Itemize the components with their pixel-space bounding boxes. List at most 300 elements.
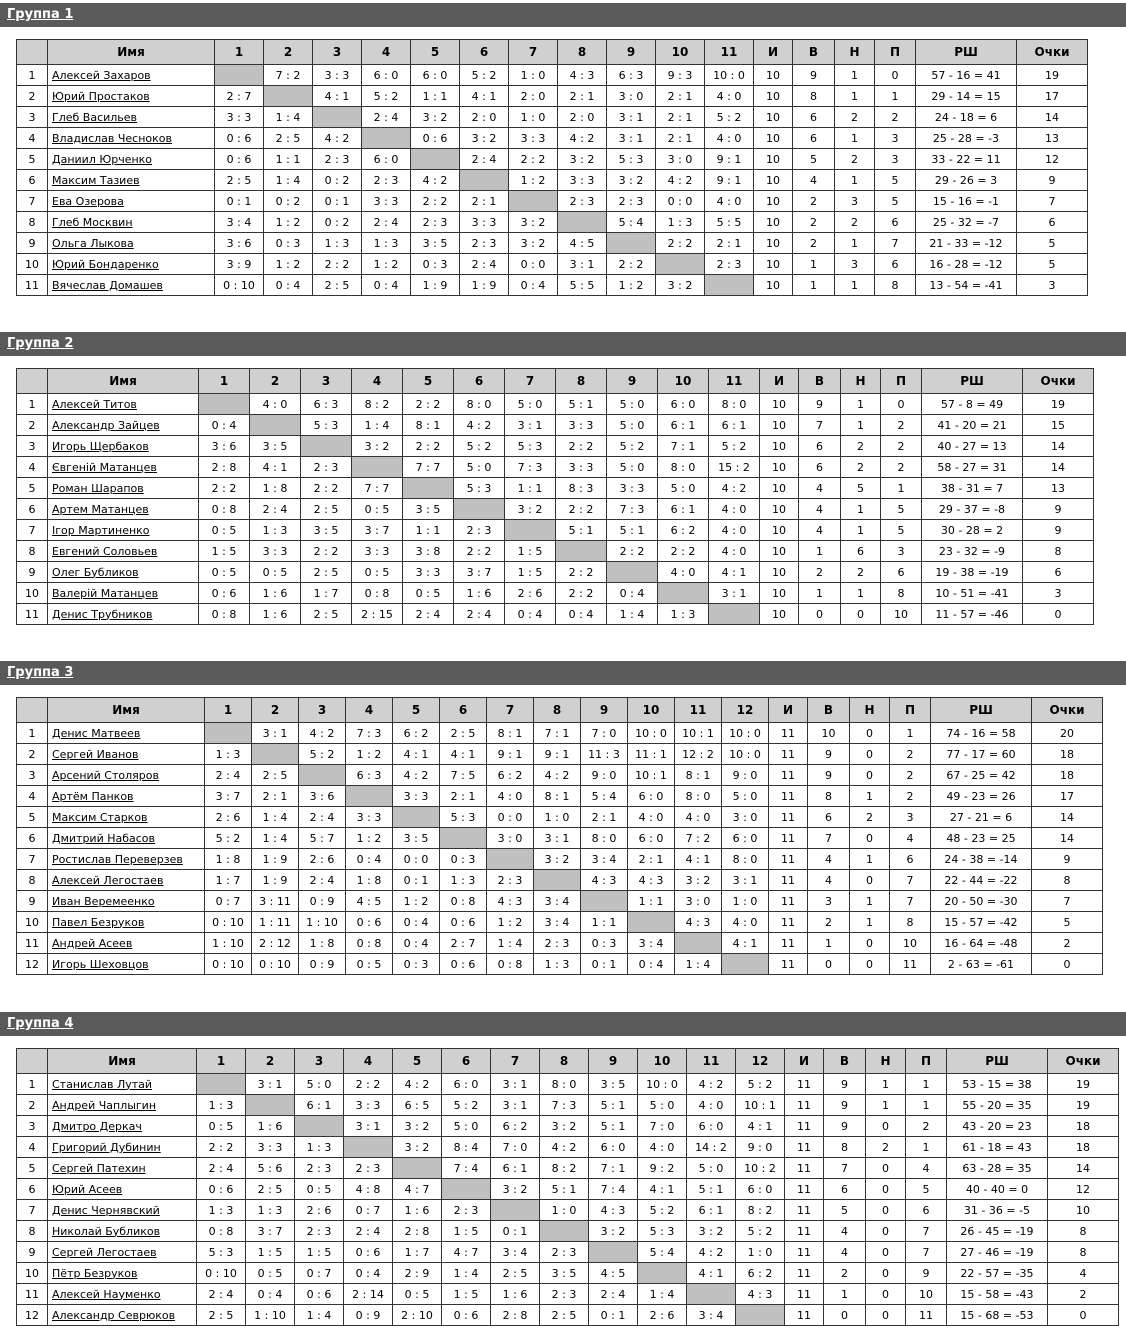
match-score-cell: 6 : 1 [658,415,709,436]
table-row [17,1242,1119,1263]
header-d: Н [850,698,890,723]
player-name-cell [48,933,205,954]
match-score-cell: 3 : 1 [505,415,556,436]
points-cell: 5 [1032,912,1103,933]
rank-cell: 1 [17,1074,48,1095]
match-score-cell: 7 : 3 [346,723,393,744]
match-score-cell: 1 : 4 [264,170,313,191]
match-score-cell: 1 : 1 [581,912,628,933]
self-match-cell [197,1074,246,1095]
match-score-cell: 0 : 5 [352,562,403,583]
header-l: П [875,40,916,65]
match-score-cell: 0 : 3 [440,849,487,870]
player-name-link[interactable]: Денис Трубников [52,607,153,621]
match-score-cell: 1 : 6 [454,583,505,604]
match-score-cell: 1 : 0 [534,807,581,828]
match-score-cell: 1 : 4 [675,954,722,975]
self-match-cell [246,1095,295,1116]
match-score-cell: 2 : 7 [440,933,487,954]
player-name-link[interactable]: Алексей Легостаев [52,873,164,887]
self-match-cell [393,807,440,828]
rank-cell: 10 [17,254,48,275]
goal-diff-cell: 58 - 27 = 31 [922,457,1023,478]
match-score-cell: 5 : 2 [709,436,760,457]
table-row [17,954,1103,975]
match-score-cell: 3 : 0 [656,149,705,170]
header-l: П [881,369,922,394]
player-name-cell [48,891,205,912]
header-pts: Очки [1017,40,1088,65]
match-score-cell: 2 : 3 [295,1221,344,1242]
goal-diff-cell: 10 - 51 = -41 [922,583,1023,604]
match-score-cell: 2 : 5 [540,1305,589,1326]
match-score-cell: 1 : 4 [442,1263,491,1284]
header-opponent-11: 11 [705,40,754,65]
match-score-cell: 1 : 8 [346,870,393,891]
rank-cell: 6 [17,828,48,849]
table-row [17,765,1103,786]
header-opponent-3: 3 [299,698,346,723]
player-name-link[interactable]: Глеб Васильев [52,110,138,124]
rank-cell: 8 [17,541,48,562]
games-cell: 11 [769,891,808,912]
player-name-link[interactable]: Євгеній Матанцев [52,460,157,474]
player-name-link[interactable]: Ольга Лыкова [52,236,134,250]
player-name-link[interactable]: Алексей Захаров [52,68,151,82]
player-name-link[interactable]: Григорий Дубинин [52,1140,161,1154]
table-row [17,499,1094,520]
match-score-cell: 1 : 6 [393,1200,442,1221]
match-score-cell: 12 : 2 [675,744,722,765]
points-cell: 8 [1048,1242,1119,1263]
match-score-cell: 4 : 3 [736,1284,785,1305]
match-score-cell: 5 : 5 [705,212,754,233]
match-score-cell: 1 : 2 [607,275,656,296]
goal-diff-cell: 15 - 68 = -53 [947,1305,1048,1326]
self-match-cell [362,128,411,149]
match-score-cell: 3 : 2 [393,1116,442,1137]
match-score-cell: 1 : 0 [540,1200,589,1221]
wins-cell: 10 [808,723,850,744]
points-cell: 4 [1048,1263,1119,1284]
match-score-cell: 2 : 4 [589,1284,638,1305]
games-cell: 11 [785,1284,824,1305]
points-cell: 9 [1023,520,1094,541]
table-row [17,212,1088,233]
header-opponent-8: 8 [540,1049,589,1074]
goal-diff-cell: 67 - 25 = 42 [931,765,1032,786]
match-score-cell: 4 : 1 [440,744,487,765]
games-cell: 11 [769,954,808,975]
wins-cell: 1 [799,541,841,562]
losses-cell: 8 [875,275,916,296]
match-score-cell: 2 : 6 [638,1305,687,1326]
group-title-link[interactable]: Группа 2 [7,336,74,351]
losses-cell: 3 [890,807,931,828]
table-row [17,583,1094,604]
match-score-cell: 3 : 1 [709,583,760,604]
match-score-cell: 3 : 5 [393,828,440,849]
match-score-cell: 4 : 1 [393,744,440,765]
match-score-cell: 0 : 6 [197,1179,246,1200]
rank-cell: 7 [17,1200,48,1221]
match-score-cell: 0 : 9 [344,1305,393,1326]
match-score-cell: 0 : 7 [205,891,252,912]
player-name-link[interactable]: Станислав Лутай [52,1077,153,1091]
table-row [17,275,1088,296]
match-score-cell: 4 : 2 [534,765,581,786]
match-score-cell: 2 : 2 [197,1137,246,1158]
player-name-link[interactable]: Ростислав Переверзев [52,852,183,866]
match-score-cell: 7 : 3 [505,457,556,478]
match-score-cell: 1 : 2 [346,744,393,765]
match-score-cell: 3 : 1 [607,107,656,128]
losses-cell: 2 [906,1116,947,1137]
match-score-cell: 5 : 0 [658,478,709,499]
wins-cell: 0 [808,954,850,975]
group-title-link[interactable]: Группа 3 [7,665,74,680]
wins-cell: 4 [799,520,841,541]
match-score-cell: 2 : 3 [411,212,460,233]
points-cell: 14 [1032,828,1103,849]
self-match-cell [313,107,362,128]
match-score-cell: 5 : 0 [607,415,658,436]
player-name-link[interactable]: Игорь Шеховцов [52,957,149,971]
rank-cell: 11 [17,1284,48,1305]
match-score-cell: 2 : 4 [403,604,454,625]
player-name-link[interactable]: Дмитро Деркач [52,1119,142,1133]
player-name-link[interactable]: Сергей Легостаев [52,1245,157,1259]
match-score-cell: 4 : 0 [658,562,709,583]
header-opponent-11: 11 [687,1049,736,1074]
match-score-cell: 0 : 1 [491,1221,540,1242]
standings-table [16,1048,1119,1326]
player-name-link[interactable]: Пётр Безруков [52,1266,138,1280]
player-name-cell [48,1137,197,1158]
match-score-cell: 7 : 7 [403,457,454,478]
wins-cell: 9 [824,1095,866,1116]
player-name-link[interactable]: Евгений Соловьев [52,544,158,558]
match-score-cell: 3 : 0 [487,828,534,849]
match-score-cell: 3 : 4 [628,933,675,954]
player-name-cell [48,65,215,86]
games-cell: 10 [754,212,793,233]
points-cell: 13 [1023,478,1094,499]
match-score-cell: 1 : 2 [487,912,534,933]
points-cell: 8 [1048,1221,1119,1242]
draws-cell: 2 [841,436,881,457]
match-score-cell: 0 : 8 [199,499,250,520]
match-score-cell: 2 : 2 [658,541,709,562]
match-score-cell: 2 : 2 [199,478,250,499]
match-score-cell: 6 : 1 [491,1158,540,1179]
table-row [17,562,1094,583]
player-name-cell [48,912,205,933]
match-score-cell: 3 : 2 [505,499,556,520]
games-cell: 11 [785,1116,824,1137]
header-diff: РШ [931,698,1032,723]
self-match-cell [638,1263,687,1284]
player-name-link[interactable]: Алексей Титов [52,397,137,411]
match-score-cell: 2 : 2 [607,254,656,275]
player-name-link[interactable]: Владислав Чесноков [52,131,173,145]
draws-cell: 1 [841,415,881,436]
match-score-cell: 2 : 5 [301,562,352,583]
self-match-cell [509,191,558,212]
match-score-cell: 1 : 1 [403,520,454,541]
table-row [17,436,1094,457]
losses-cell: 5 [881,499,922,520]
player-name-link[interactable]: Артем Матанцев [52,502,149,516]
match-score-cell: 4 : 5 [558,233,607,254]
match-score-cell: 10 : 2 [736,1158,785,1179]
match-score-cell: 8 : 0 [581,828,628,849]
player-name-link[interactable]: Николай Бубликов [52,1224,161,1238]
losses-cell: 5 [875,191,916,212]
player-name-link[interactable]: Александр Севрюков [52,1308,176,1322]
match-score-cell: 6 : 0 [628,828,675,849]
match-score-cell: 5 : 2 [736,1074,785,1095]
match-score-cell: 2 : 1 [252,786,299,807]
self-match-cell [440,828,487,849]
self-match-cell [607,233,656,254]
table-row [17,723,1103,744]
wins-cell: 2 [824,1263,866,1284]
match-score-cell: 0 : 4 [199,415,250,436]
goal-diff-cell: 63 - 28 = 35 [947,1158,1048,1179]
header-opponent-4: 4 [344,1049,393,1074]
games-cell: 11 [769,870,808,891]
player-name-link[interactable]: Роман Шарапов [52,481,144,495]
match-score-cell: 9 : 3 [656,65,705,86]
header-opponent-5: 5 [393,698,440,723]
match-score-cell: 4 : 1 [709,562,760,583]
table-row [17,478,1094,499]
match-score-cell: 8 : 1 [403,415,454,436]
player-name-link[interactable]: Игорь Щербаков [52,439,149,453]
player-name-link[interactable]: Павел Безруков [52,915,145,929]
rank-cell: 9 [17,562,48,583]
rank-cell: 6 [17,1179,48,1200]
match-score-cell: 2 : 2 [556,583,607,604]
match-score-cell: 5 : 2 [205,828,252,849]
match-score-cell: 6 : 3 [607,65,656,86]
player-name-link[interactable]: Даниил Юрченко [52,152,153,166]
match-score-cell: 4 : 2 [313,128,362,149]
match-score-cell: 4 : 0 [709,499,760,520]
wins-cell: 9 [793,65,835,86]
player-name-link[interactable]: Дмитрий Набасов [52,831,156,845]
match-score-cell: 4 : 2 [709,478,760,499]
player-name-cell [48,1284,197,1305]
match-score-cell: 2 : 12 [252,933,299,954]
wins-cell: 4 [824,1242,866,1263]
match-score-cell: 3 : 7 [454,562,505,583]
table-row [17,128,1088,149]
match-score-cell: 0 : 6 [199,583,250,604]
losses-cell: 10 [906,1284,947,1305]
wins-cell: 4 [808,870,850,891]
player-name-cell [48,870,205,891]
match-score-cell: 5 : 3 [440,807,487,828]
draws-cell: 1 [866,1074,906,1095]
player-name-link[interactable]: Денис Чернявский [52,1203,160,1217]
match-score-cell: 6 : 0 [442,1074,491,1095]
match-score-cell: 3 : 0 [607,86,656,107]
match-score-cell: 5 : 3 [454,478,505,499]
match-score-cell: 6 : 1 [295,1095,344,1116]
match-score-cell: 2 : 6 [295,1200,344,1221]
match-score-cell: 1 : 2 [509,170,558,191]
header-name: Имя [48,698,205,723]
player-name-link[interactable]: Глеб Москвин [52,215,133,229]
rank-cell: 5 [17,478,48,499]
player-name-link[interactable]: Андрей Чаплыгин [52,1098,157,1112]
match-score-cell: 1 : 4 [264,107,313,128]
header-w: И [760,369,799,394]
match-score-cell: 1 : 3 [197,1200,246,1221]
match-score-cell: 4 : 8 [344,1179,393,1200]
losses-cell: 3 [875,149,916,170]
match-score-cell: 1 : 11 [252,912,299,933]
match-score-cell: 5 : 0 [607,457,658,478]
draws-cell: 1 [835,86,875,107]
match-score-cell: 1 : 4 [487,933,534,954]
player-name-link[interactable]: Иван Веремеенко [52,894,155,908]
match-score-cell: 1 : 4 [295,1305,344,1326]
group-title-link[interactable]: Группа 1 [7,7,74,22]
header-d: Н [835,40,875,65]
match-score-cell: 5 : 6 [246,1158,295,1179]
table-row [17,744,1103,765]
match-score-cell: 1 : 5 [505,541,556,562]
match-score-cell: 3 : 3 [403,562,454,583]
match-score-cell: 2 : 2 [301,541,352,562]
wins-cell: 9 [799,394,841,415]
player-name-link[interactable]: Сергей Патехин [52,1161,146,1175]
match-score-cell: 2 : 5 [264,128,313,149]
match-score-cell: 6 : 0 [589,1137,638,1158]
match-score-cell: 6 : 0 [722,828,769,849]
player-name-link[interactable]: Юрий Асеев [52,1182,123,1196]
match-score-cell: 2 : 2 [454,541,505,562]
match-score-cell: 4 : 0 [638,1137,687,1158]
table-header-row [17,369,1094,394]
match-score-cell: 1 : 10 [299,912,346,933]
player-name-link[interactable]: Ева Озерова [52,194,124,208]
player-name-link[interactable]: Ігор Мартиненко [52,523,150,537]
player-name-link[interactable]: Алексей Науменко [52,1287,161,1301]
match-score-cell: 0 : 4 [505,604,556,625]
group-title-link[interactable]: Группа 4 [7,1016,74,1031]
match-score-cell: 2 : 8 [393,1221,442,1242]
match-score-cell: 0 : 6 [442,1305,491,1326]
match-score-cell: 5 : 4 [581,786,628,807]
match-score-cell: 0 : 5 [295,1179,344,1200]
player-name-link[interactable]: Александр Зайцев [52,418,160,432]
player-name-link[interactable]: Юрий Бондаренко [52,257,159,271]
games-cell: 11 [785,1263,824,1284]
match-score-cell: 2 : 4 [344,1221,393,1242]
table-row [17,520,1094,541]
table-row [17,415,1094,436]
wins-cell: 1 [799,583,841,604]
player-name-link[interactable]: Денис Матвеев [52,726,141,740]
match-score-cell: 2 : 2 [556,499,607,520]
match-score-cell: 3 : 4 [687,1305,736,1326]
match-score-cell: 2 : 15 [352,604,403,625]
header-opponent-12: 12 [736,1049,785,1074]
table-row [17,1305,1119,1326]
match-score-cell: 4 : 1 [638,1179,687,1200]
match-score-cell: 0 : 5 [199,520,250,541]
draws-cell: 1 [835,170,875,191]
goal-diff-cell: 22 - 44 = -22 [931,870,1032,891]
wins-cell: 9 [824,1116,866,1137]
match-score-cell: 7 : 1 [589,1158,638,1179]
match-score-cell: 8 : 1 [534,786,581,807]
player-name-cell [48,765,205,786]
points-cell: 0 [1032,954,1103,975]
match-score-cell: 0 : 5 [250,562,301,583]
match-score-cell: 2 : 5 [215,170,264,191]
player-name-link[interactable]: Максим Тазиев [52,173,140,187]
player-name-link[interactable]: Валерій Матанцев [52,586,159,600]
player-name-cell [48,541,199,562]
match-score-cell: 0 : 10 [205,912,252,933]
goal-diff-cell: 49 - 23 = 26 [931,786,1032,807]
header-name: Имя [48,40,215,65]
player-name-link[interactable]: Вячеслав Домашев [52,278,163,292]
match-score-cell: 2 : 4 [362,212,411,233]
match-score-cell: 2 : 6 [299,849,346,870]
draws-cell: 3 [835,254,875,275]
rank-cell: 1 [17,65,48,86]
player-name-cell [48,723,205,744]
match-score-cell: 10 : 1 [675,723,722,744]
goal-diff-cell: 15 - 57 = -42 [931,912,1032,933]
self-match-cell [534,870,581,891]
match-score-cell: 0 : 10 [205,954,252,975]
player-name-link[interactable]: Юрий Простаков [52,89,150,103]
match-score-cell: 5 : 3 [197,1242,246,1263]
points-cell: 7 [1017,191,1088,212]
match-score-cell: 4 : 0 [709,520,760,541]
player-name-link[interactable]: Олег Бубликов [52,565,139,579]
match-score-cell: 0 : 5 [197,1116,246,1137]
header-opponent-6: 6 [454,369,505,394]
player-name-link[interactable]: Арсений Столяров [52,768,159,782]
match-score-cell: 2 : 14 [344,1284,393,1305]
match-score-cell: 7 : 2 [264,65,313,86]
match-score-cell: 8 : 2 [736,1200,785,1221]
player-name-link[interactable]: Максим Старков [52,810,148,824]
match-score-cell: 3 : 3 [246,1137,295,1158]
match-score-cell: 3 : 3 [346,807,393,828]
player-name-link[interactable]: Артём Панков [52,789,134,803]
wins-cell: 7 [808,828,850,849]
player-name-cell [48,212,215,233]
draws-cell: 2 [866,1137,906,1158]
player-name-link[interactable]: Сергей Иванов [52,747,139,761]
header-opponent-1: 1 [205,698,252,723]
table-row [17,191,1088,212]
losses-cell: 10 [881,604,922,625]
match-score-cell: 3 : 1 [534,828,581,849]
match-score-cell: 0 : 6 [440,912,487,933]
goal-diff-cell: 40 - 27 = 13 [922,436,1023,457]
player-name-link[interactable]: Андрей Асеев [52,936,133,950]
